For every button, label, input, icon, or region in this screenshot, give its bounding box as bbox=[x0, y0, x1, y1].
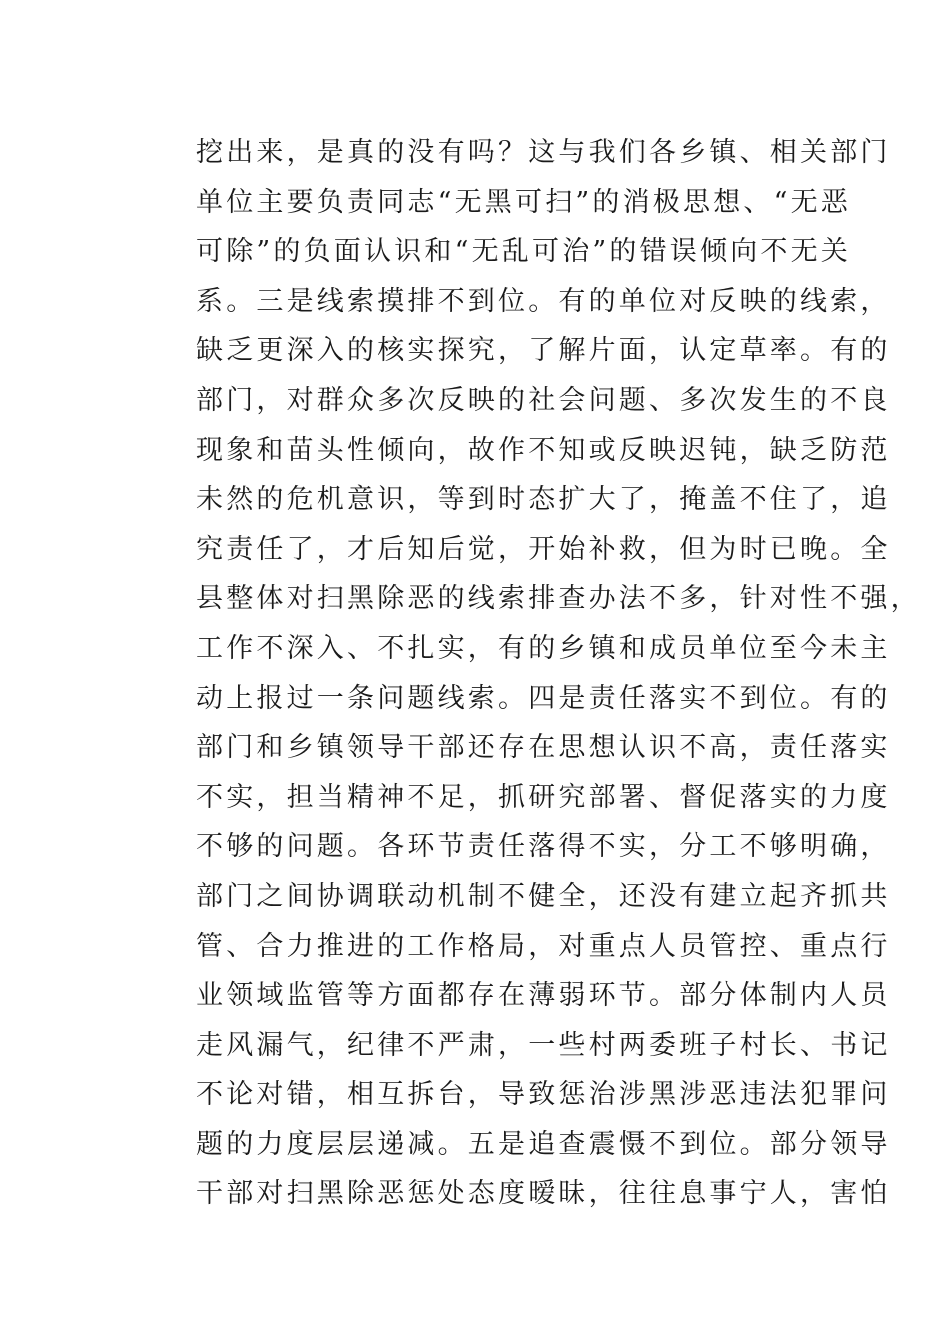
text-line: 部门，对群众多次反映的社会问题、多次发生的不良 bbox=[196, 384, 891, 416]
text-line: 挖出来，是真的没有吗？这与我们各乡镇、相关部门 bbox=[196, 137, 891, 168]
text-line: 可除”的负面认识和“无乱可治”的错误倾向不无关 bbox=[196, 236, 852, 268]
text-line: 究责任了，才后知后觉，开始补救，但为时已晚。全 bbox=[196, 533, 891, 565]
text-line: 不论对错，相互拆台，导致惩治涉黑涉恶违法犯罪问 bbox=[196, 1079, 891, 1111]
text-line: 走风漏气，纪律不严肃，一些村两委班子村长、书记 bbox=[196, 1029, 891, 1061]
text-line: 单位主要负责同志“无黑可扫”的消极思想、“无恶 bbox=[196, 186, 852, 218]
text-line: 未然的危机意识，等到时态扩大了，掩盖不住了，追 bbox=[196, 484, 891, 516]
text-line: 动上报过一条问题线索。四是责任落实不到位。有的 bbox=[196, 682, 891, 714]
text-line: 工作不深入、不扎实，有的乡镇和成员单位至今未主 bbox=[196, 632, 891, 664]
text-line: 部门和乡镇领导干部还存在思想认识不高，责任落实 bbox=[196, 732, 891, 764]
text-line: 干部对扫黑除恶惩处态度暧昧，往往息事宁人，害怕 bbox=[196, 1178, 891, 1210]
text-line: 部门之间协调联动机制不健全，还没有建立起齐抓共 bbox=[196, 880, 891, 912]
text-line: 不实，担当精神不足，抓研究部署、督促落实的力度 bbox=[196, 781, 891, 813]
text-line: 县整体对扫黑除恶的线索排查办法不多，针对性不强， bbox=[196, 583, 921, 615]
text-line: 不够的问题。各环节责任落得不实，分工不够明确， bbox=[196, 831, 891, 863]
text-line: 业领域监管等方面都存在薄弱环节。部分体制内人员 bbox=[196, 980, 891, 1012]
text-line: 现象和苗头性倾向，故作不知或反映迟钝，缺乏防范 bbox=[196, 434, 891, 466]
text-line: 系。三是线索摸排不到位。有的单位对反映的线索， bbox=[196, 285, 891, 317]
text-line: 缺乏更深入的核实探究，了解片面，认定草率。有的 bbox=[196, 335, 891, 367]
text-line: 题的力度层层递减。五是追查震慑不到位。部分领导 bbox=[196, 1128, 891, 1160]
text-line: 管、合力推进的工作格局，对重点人员管控、重点行 bbox=[196, 930, 891, 962]
body-text bbox=[196, 128, 921, 1219]
